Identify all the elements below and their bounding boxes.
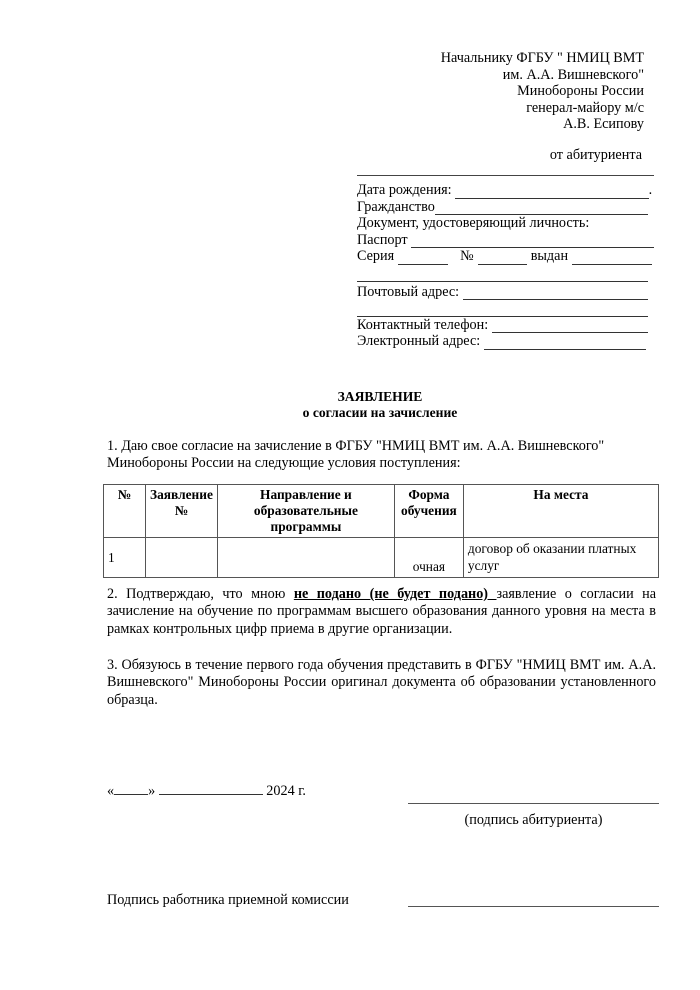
- cell-program[interactable]: [217, 538, 394, 578]
- confirmation-paragraph: [107, 586, 656, 638]
- citizenship-label: Гражданство: [357, 198, 435, 215]
- name-field-line[interactable]: [357, 175, 654, 182]
- header-places: На места: [463, 485, 658, 538]
- day-field[interactable]: [114, 782, 148, 795]
- addressee-line: Начальнику ФГБУ " НМИЦ ВМТ: [440, 50, 644, 66]
- number-label: №: [460, 248, 474, 265]
- addressee-line: А.В. Есипову: [563, 116, 644, 133]
- obligation-paragraph: 3. Обязуюсь в течение первого года обучения представить в ФГБУ "НМИЦ ВМТ им. А.А. Вишневского" Минобороны России оригинал документа об образовании установленного образца.: [107, 657, 656, 708]
- postal-address-field[interactable]: [463, 287, 648, 300]
- phone-label: Контактный телефон:: [357, 316, 489, 333]
- header-application-number: Заявление №: [146, 485, 218, 538]
- admission-conditions-table: [103, 484, 659, 578]
- period: .: [648, 182, 653, 198]
- month-field[interactable]: [159, 782, 263, 795]
- addressee-block: [441, 50, 644, 133]
- addressee-line: генерал-майору м/с: [526, 99, 644, 116]
- consent-paragraph: 1. Даю свое согласие на зачисление в ФГБУ "НМИЦ ВМТ им. А.А. Вишневского" Минобороны России на следующие условия поступления:: [107, 438, 605, 472]
- issued-label: выдан: [530, 248, 569, 265]
- close-quote: »: [148, 783, 156, 799]
- p2-emphasis: не подано (не будет подано): [293, 586, 497, 602]
- email-field[interactable]: [484, 337, 646, 350]
- number-field[interactable]: [478, 252, 527, 265]
- title-main: ЗАЯВЛЕНИЕ: [337, 389, 423, 404]
- cell-application-number[interactable]: [146, 538, 218, 578]
- header-program: Направление и образовательные программы: [217, 485, 394, 538]
- staff-signature-line[interactable]: [408, 906, 659, 907]
- citizenship-field[interactable]: [435, 202, 648, 215]
- open-quote: «: [107, 783, 115, 799]
- applicant-form: [357, 175, 654, 350]
- email-label: Электронный адрес:: [357, 333, 481, 350]
- title-sub: о согласии на зачисление: [302, 405, 458, 420]
- year-label: 2024 г.: [266, 783, 306, 799]
- staff-signature-label: Подпись работника приемной комиссии: [107, 892, 349, 908]
- series-field[interactable]: [398, 252, 448, 265]
- postal-address-label: Почтовый адрес:: [357, 283, 460, 300]
- cell-study-form: очная: [394, 538, 463, 578]
- addressee-line: Минобороны России: [517, 83, 644, 100]
- from-label: от абитуриента: [549, 147, 642, 163]
- date-line: [107, 782, 306, 800]
- table-row: [104, 538, 659, 578]
- passport-field[interactable]: [411, 235, 654, 248]
- applicant-signature-caption: (подпись абитуриента): [464, 812, 603, 828]
- document-title: [0, 389, 700, 421]
- passport-label: Паспорт: [357, 231, 408, 248]
- birth-date-field[interactable]: [455, 186, 649, 199]
- issued-field[interactable]: [572, 252, 652, 265]
- table-header-row: [104, 485, 659, 538]
- cell-number: 1: [104, 538, 146, 578]
- header-study-form: Форма обучения: [394, 485, 463, 538]
- p2-before: 2. Подтверждаю, что мною: [107, 586, 294, 602]
- phone-field[interactable]: [492, 320, 648, 333]
- series-label: Серия: [357, 248, 395, 265]
- p2-after: заявление о согласии на зачисление на обучение по программам высшего образования данного уровня на места в рамках контрольных цифр приема в другие организации.: [107, 586, 657, 637]
- addressee-line: им. А.А. Вишневского": [502, 66, 644, 83]
- postal-address-continuation-line[interactable]: [357, 302, 648, 317]
- applicant-signature-line[interactable]: [408, 803, 659, 804]
- issued-continuation-line[interactable]: [357, 267, 648, 282]
- id-document-label: Документ, удостоверяющий личность:: [357, 215, 590, 232]
- header-number: №: [104, 485, 146, 538]
- birth-date-label: Дата рождения:: [357, 182, 452, 198]
- cell-places: договор об оказании платных услуг: [463, 538, 658, 578]
